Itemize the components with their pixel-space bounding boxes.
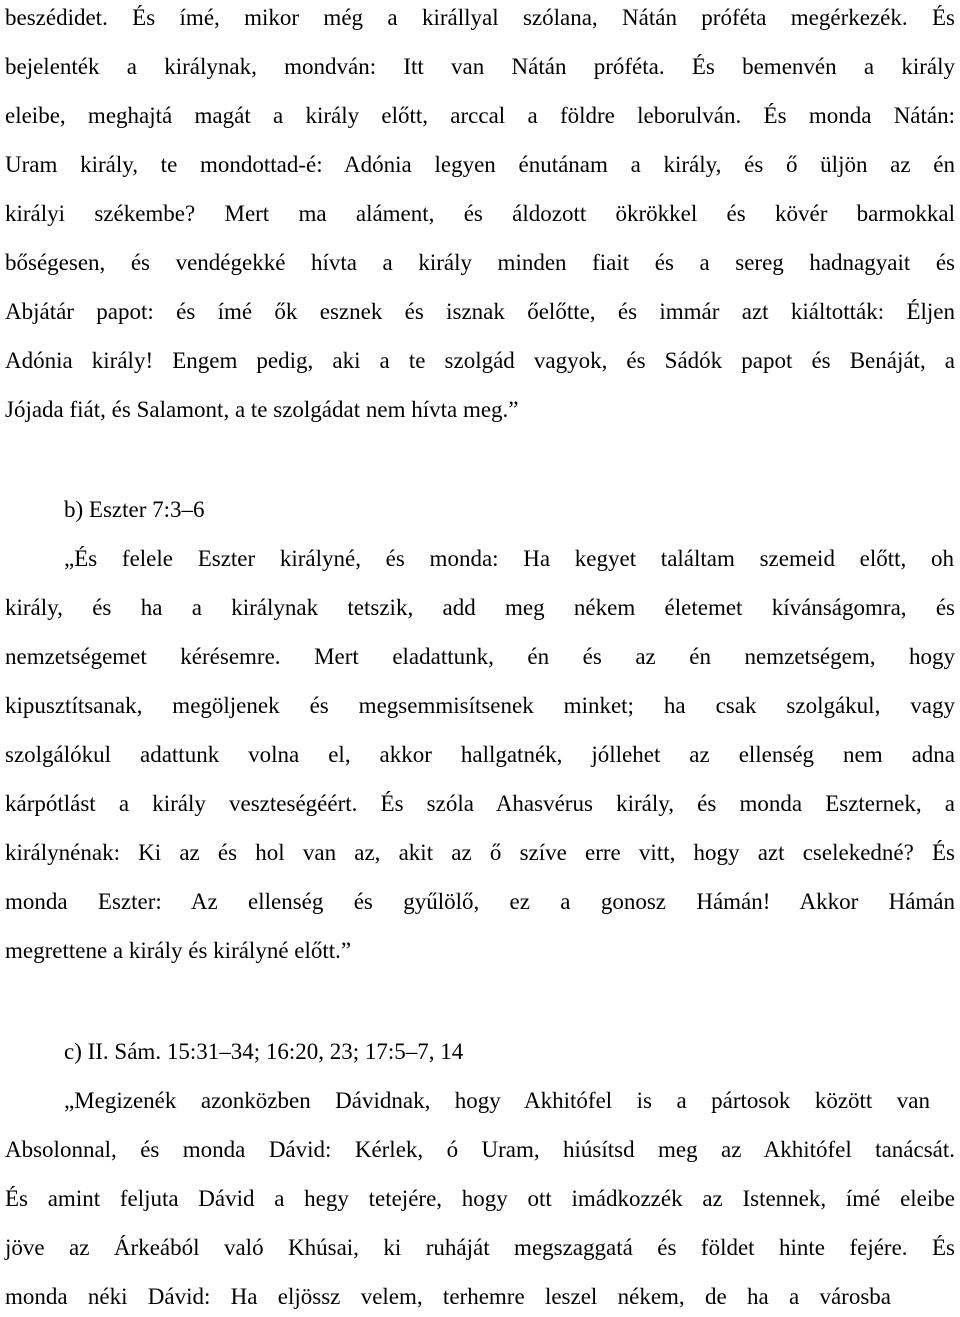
text-line: Uram király, te mondottad-é: Adónia legyen énutánam a király, és ő üljön az én [5, 152, 955, 177]
text-line: bejelenték a királynak, mondván: Itt van Nátán próféta. És bemenvén a király [5, 54, 955, 79]
section-heading: c) II. Sám. 15:31–34; 16:20, 23; 17:5–7, 14 [64, 1039, 464, 1064]
section-heading: b) Eszter 7:3–6 [64, 497, 205, 522]
text-line: szolgálókul adattunk volna el, akkor hallgatnék, jóllehet az ellenség nem adna [5, 742, 955, 767]
text-line: királynénak: Ki az és hol van az, akit az ő szíve erre vitt, hogy azt cselekedné? És [5, 840, 955, 865]
text-line: Adónia király! Engem pedig, aki a te szolgád vagyok, és Sádók papot és Benáját, a [5, 348, 955, 373]
text-line: eleibe, meghajtá magát a király előtt, arccal a földre leborulván. És monda Nátán: [5, 103, 955, 128]
text-line: És amint feljuta Dávid a hegy tetejére, hogy ott imádkozzék az Istennek, ímé eleibe [5, 1186, 955, 1211]
text-line: monda Eszter: Az ellenség és gyűlölő, ez a gonosz Hámán! Akkor Hámán [5, 889, 955, 914]
text-line: Jójada fiát, és Salamont, a te szolgádat nem hívta meg.” [5, 397, 519, 422]
text-line: „És felele Eszter királyné, és monda: Ha kegyet találtam szemeid előtt, oh [64, 546, 954, 571]
text-line: királyi székembe? Mert ma aláment, és áldozott ökrökkel és kövér barmokkal [5, 201, 955, 226]
text-line: nemzetségemet kérésemre. Mert eladattunk, én és az én nemzetségem, hogy [5, 644, 955, 669]
text-line: „Megizenék azonközben Dávidnak, hogy Akhitófel is a pártosok között van [64, 1088, 930, 1113]
text-line: kipusztítsanak, megöljenek és megsemmisítsenek minket; ha csak szolgákul, vagy [5, 693, 955, 718]
text-line: monda néki Dávid: Ha eljössz velem, terhemre leszel nékem, de ha a városba [5, 1284, 891, 1309]
text-line: jöve az Árkeából való Khúsai, ki ruháját megszaggatá és földet hinte fejére. És [5, 1235, 955, 1260]
text-line: Absolonnal, és monda Dávid: Kérlek, ó Uram, hiúsítsd meg az Akhitófel tanácsát. [5, 1137, 955, 1162]
text-line: Abjátár papot: és ímé ők esznek és isznak őelőtte, és immár azt kiáltották: Éljen [5, 299, 955, 324]
text-line: bőségesen, és vendégekké hívta a király minden fiait és a sereg hadnagyait és [5, 250, 955, 275]
text-line: kárpótlást a király veszteségéért. És szóla Ahasvérus király, és monda Eszternek, a [5, 791, 955, 816]
text-line: beszédidet. És ímé, mikor még a királlyal szólana, Nátán próféta megérkezék. És [5, 5, 955, 30]
text-line: megrettene a király és királyné előtt.” [5, 938, 352, 963]
text-line: király, és ha a királynak tetszik, add meg nékem életemet kívánságomra, és [5, 595, 955, 620]
